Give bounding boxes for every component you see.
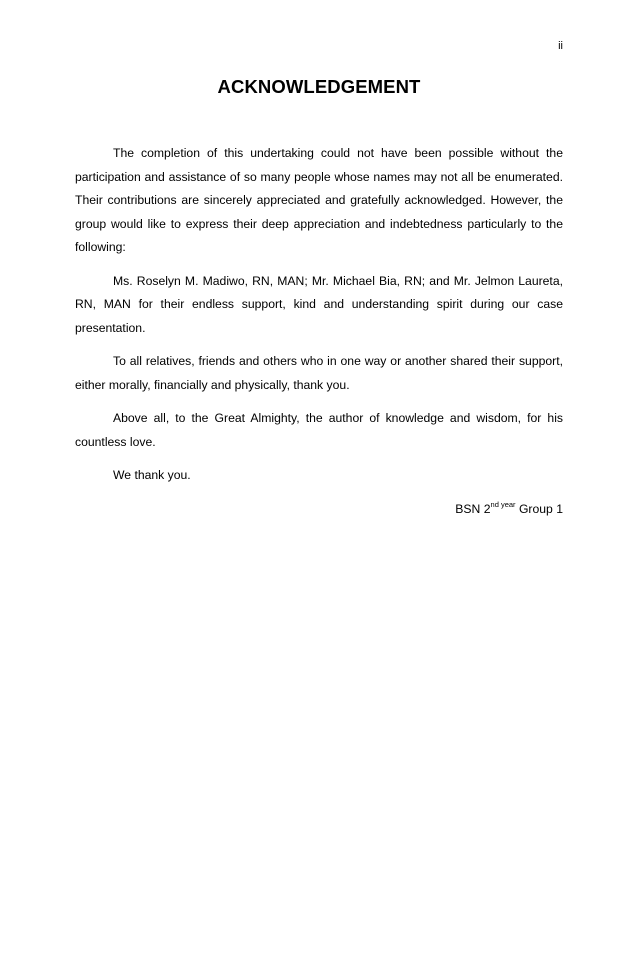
paragraph-advisers: Ms. Roselyn M. Madiwo, RN, MAN; Mr. Michael Bia, RN; and Mr. Jelmon Laureta, RN, MAN for their endless support, kind and understanding spirit during our case presentation. xyxy=(75,273,563,335)
acknowledgement-body xyxy=(75,142,563,521)
signature-prefix: BSN 2 xyxy=(455,501,491,516)
paragraph-almighty: Above all, to the Great Almighty, the author of knowledge and wisdom, for his countless love. xyxy=(75,411,563,449)
signature-line xyxy=(75,498,563,522)
paragraph-thanks: We thank you. xyxy=(113,468,191,482)
paragraph-relatives: To all relatives, friends and others who in one way or another shared their support, either morally, financially and physically, thank you. xyxy=(75,354,563,392)
paragraph-intro: The completion of this undertaking could not have been possible without the participation and assistance of so many people whose names may not all be enumerated. Their contributions are sincerely appreciated and gratefully acknowledged. However, the group would like to express their deep appreciation and indebtedness particularly to the following: xyxy=(75,146,563,254)
signature-suffix: Group 1 xyxy=(515,501,563,516)
signature-superscript: nd year xyxy=(490,499,516,509)
page-title: ACKNOWLEDGEMENT xyxy=(217,76,421,97)
page-number: ii xyxy=(558,40,563,52)
